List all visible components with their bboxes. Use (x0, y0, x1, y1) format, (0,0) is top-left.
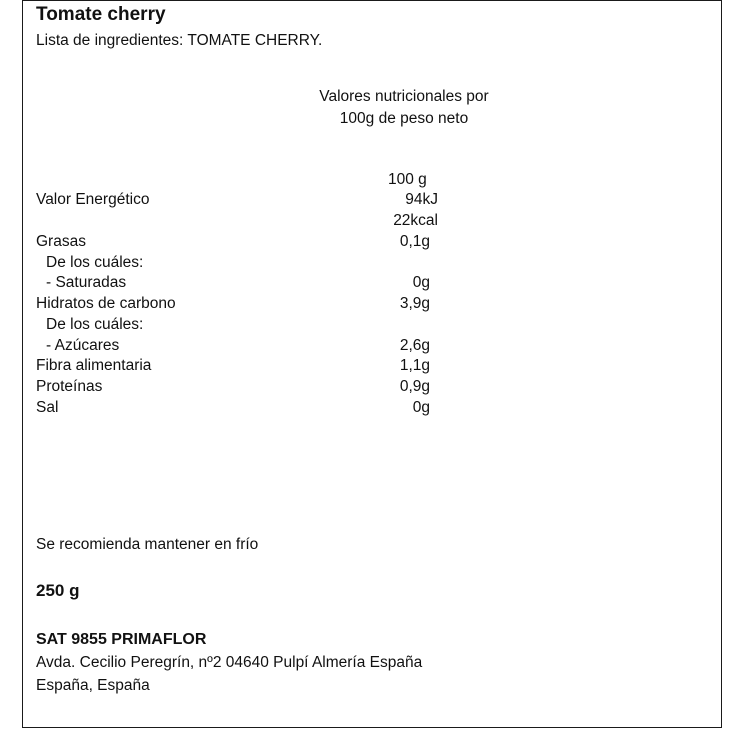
product-title: Tomate cherry (36, 4, 166, 25)
row-value-salt: 0g (412, 399, 430, 416)
nutrition-header-line2: 100g de peso neto (339, 110, 469, 127)
net-weight: 250 g (36, 581, 80, 600)
row-label-carbs-of-which: De los cuáles: (46, 316, 144, 333)
company-country: España, España (36, 677, 150, 694)
row-value-energy-kj: 94kJ (405, 191, 438, 208)
row-label-protein: Proteínas (36, 378, 103, 395)
company-address: Avda. Cecilio Peregrín, nº2 04640 Pulpí Almería España (36, 654, 423, 671)
row-label-salt: Sal (36, 399, 59, 416)
row-label-saturated: - Saturadas (46, 274, 127, 291)
row-value-protein: 0,9g (399, 378, 430, 395)
row-label-sugars: - Azúcares (46, 337, 120, 354)
row-label-carbohydrates: Hidratos de carbono (36, 295, 176, 312)
row-label-fat: Grasas (36, 233, 86, 250)
row-value-fat: 0,1g (399, 233, 430, 250)
row-value-fiber: 1,1g (399, 357, 430, 374)
row-label-energy: Valor Energético (36, 191, 150, 208)
row-label-fat-of-which: De los cuáles: (46, 254, 144, 271)
nutrition-header-line1: Valores nutricionales por (319, 88, 489, 105)
company-name: SAT 9855 PRIMAFLOR (36, 631, 207, 648)
row-value-carbohydrates: 3,9g (399, 295, 430, 312)
nutrition-column-header: 100 g (388, 171, 427, 188)
ingredients-list: Lista de ingredientes: TOMATE CHERRY. (36, 32, 323, 49)
row-label-fiber: Fibra alimentaria (36, 357, 152, 374)
row-value-energy-kcal: 22kcal (393, 212, 438, 229)
row-value-sugars: 2,6g (399, 337, 430, 354)
row-value-saturated: 0g (412, 274, 430, 291)
storage-instructions: Se recomienda mantener en frío (36, 536, 259, 553)
